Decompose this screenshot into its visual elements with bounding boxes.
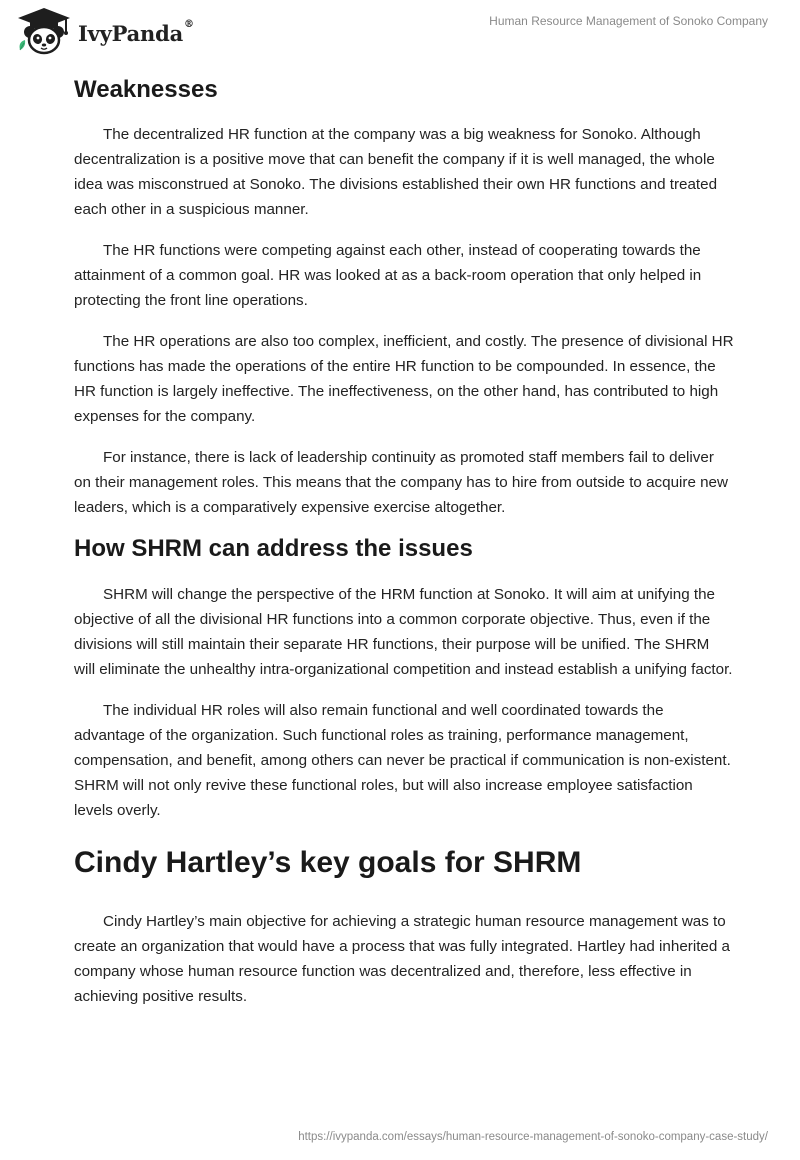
ivypanda-logo[interactable] — [16, 6, 194, 56]
paragraph: For instance, there is lack of leadership continuity as promoted staff members fail to deliver on their management roles. This means that the company has to hire from outside to acquire new leaders, which is a comparatively expensive exercise altogether. — [74, 449, 728, 516]
registered-mark: ® — [184, 18, 194, 30]
section-heading-weaknesses: Weaknesses — [74, 76, 218, 103]
paragraph: The decentralized HR function at the company was a big weakness for Sonoko. Although decentralization is a positive move that can benefit the company if it is well managed, the whole idea was misconstrued at Sonoko. The divisions established their own HR functions and treated each other in a suspicious manner. — [74, 126, 718, 218]
section-heading-cindy-goals: Cindy Hartley’s key goals for SHRM — [74, 846, 582, 879]
page-header — [0, 0, 800, 64]
panda-graduate-icon — [16, 6, 72, 56]
source-url[interactable]: https://ivypanda.com/essays/human-resource-management-of-sonoko-company-case-study/ — [298, 1131, 768, 1143]
paragraph: Cindy Hartley’s main objective for achieving a strategic human resource management was to create an organization that would have a process that was fully integrated. Hartley had inherited a company whose human resource function was decentralized and, therefore, less effective in achieving positive results. — [74, 913, 730, 1005]
paragraph: The individual HR roles will also remain functional and well coordinated towards the advantage of the organization. Such functional roles as training, performance management, compensation, and benefit, among others can never be practical if communication is non-existent. SHRM will not only revive these functional roles, but will also increase employee satisfaction levels overly. — [74, 702, 731, 819]
logo-text: IvyPanda® — [78, 18, 194, 46]
paragraph: The HR operations are also too complex, inefficient, and costly. The presence of divisional HR functions has made the operations of the entire HR function to be compounded. In essence, the HR function is largely ineffective. The ineffectiveness, on the other hand, has contributed to high expenses for the company. — [74, 333, 734, 425]
section-heading-shrm-issues: How SHRM can address the issues — [74, 535, 473, 562]
document-title: Human Resource Management of Sonoko Company — [489, 14, 768, 28]
paragraph: SHRM will change the perspective of the HRM function at Sonoko. It will aim at unifying the objective of all the divisional HR functions into a common corporate objective. Thus, even if the divisions will still maintain their separate HR functions, their purpose will be unified. The SHRM will eliminate the unhealthy intra-organizational competition and instead establish a unifying factor. — [74, 586, 733, 678]
paragraph: The HR functions were competing against each other, instead of cooperating towards the attainment of a common goal. HR was looked at as a back-room operation that only helped in protecting the front line operations. — [74, 242, 702, 309]
essay-content — [74, 70, 734, 1009]
